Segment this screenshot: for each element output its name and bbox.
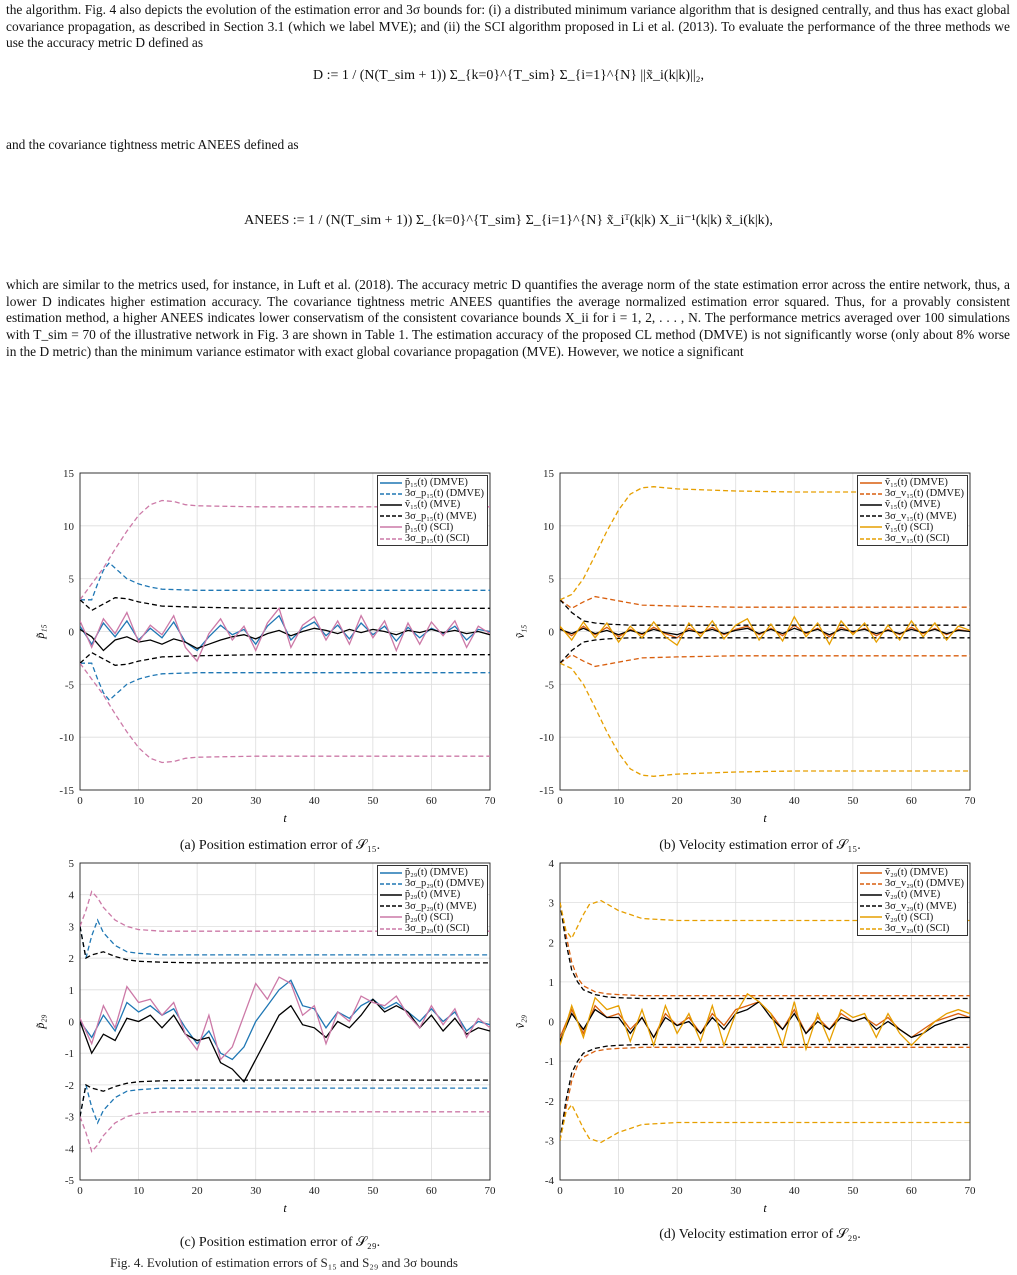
ytick-label-2: -5: [544, 679, 554, 692]
legend-swatch: [860, 891, 882, 899]
legend-swatch: [860, 880, 882, 888]
ytick-label-4: 5: [68, 573, 74, 586]
xtick-label-1: 10: [613, 1185, 625, 1197]
xtick-label-0: 0: [557, 1185, 563, 1197]
ytick-label-3: 0: [68, 626, 74, 639]
legend-swatch: [380, 902, 402, 910]
series-line-1: [560, 597, 970, 609]
equation-anees-metric: ANEES := 1 / (N(T_sim + 1)) Σ_{k=0}^{T_sim} Σ_{i=1}^{N} x̃_iᵀ(k|k) X_ii⁻¹(k|k) x̃_i(k|k),: [244, 213, 773, 228]
xtick-label-7: 70: [964, 795, 976, 807]
ytick-label-5: 1: [548, 976, 554, 989]
x-axis-label: t: [763, 1201, 767, 1215]
y-axis-label: ṽ₂₉: [513, 1014, 527, 1029]
legend-entry: [860, 923, 964, 934]
legend-entry: [380, 878, 484, 889]
xtick-label-4: 40: [308, 795, 320, 807]
legend-label: 3σ_v₂₉(t) (SCI): [884, 923, 950, 935]
paragraph-metrics-discussion: which are similar to the metrics used, for instance, in Luft et al. (2018). The accuracy metric D quantifies the average norm of the state estimation error across the entire network, thus, a lower D indicates higher estimation accuracy. The covariance tightness metric ANEES quantifies the average normalized estimation error squared. Thus, for a provably consistent estimation method, a higher ANEES indicates lower conservatism of the consistent covariance bounds X_ii for i = 1, 2, . . . , N. The performance metrics averaged over 100 simulations with T_sim = 70 of the illustrative network in Fig. 3 are shown in Table 1. The estimation accuracy of the proposed CL method (DMVE) is not significantly worse (only about 8% worse in the D metric) than the minimum variance estimator with exact global covariance propagation (MVE). However, we notice a significant: [6, 277, 1010, 359]
legend: [857, 475, 968, 546]
legend-entry: [860, 522, 964, 533]
series-line-3-lower: [80, 653, 490, 666]
legend-swatch: [860, 490, 882, 498]
xtick-label-1: 10: [133, 1185, 145, 1197]
xtick-label-2: 20: [191, 795, 203, 807]
legend-entry: [380, 522, 484, 533]
legend-entry: [380, 923, 484, 934]
xtick-label-7: 70: [484, 795, 496, 807]
ytick-label-8: 4: [548, 858, 554, 870]
ytick-label-9: 4: [68, 889, 74, 902]
xtick-label-7: 70: [484, 1185, 496, 1197]
paragraph-anees-intro: and the covariance tightness metric ANEES defined as: [6, 137, 299, 152]
x-axis-label: t: [763, 811, 767, 825]
xtick-label-3: 30: [730, 1185, 742, 1197]
xtick-label-0: 0: [77, 795, 83, 807]
xtick-label-3: 30: [730, 795, 742, 807]
series-line-5-lower: [560, 663, 970, 776]
legend: [857, 865, 968, 936]
legend-swatch: [860, 501, 882, 509]
xtick-label-2: 20: [671, 1185, 683, 1197]
legend-entry: [380, 511, 484, 522]
ytick-label-6: 15: [543, 468, 554, 480]
legend-entry: [860, 488, 964, 499]
equation-accuracy-metric: D := 1 / (N(T_sim + 1)) Σ_{k=0}^{T_sim} Σ_{i=1}^{N} ||x̃_i(k|k)||₂,: [312, 68, 705, 83]
legend-label: p̃₁₅(t) (SCI): [404, 521, 454, 533]
legend-entry: [860, 901, 964, 912]
series-line-3-lower: [560, 1045, 970, 1141]
figure-caption-partial: Fig. 4. Evolution of estimation errors of S₁₅ and S₂₉ and 3σ bounds: [110, 1255, 458, 1270]
legend-entry: [860, 878, 964, 889]
ytick-label-5: 10: [543, 520, 554, 533]
xtick-label-2: 20: [671, 795, 683, 807]
xtick-label-7: 70: [964, 1185, 976, 1197]
legend-label: ṽ₂₉(t) (MVE): [884, 889, 941, 901]
ytick-label-0: -5: [64, 1175, 74, 1187]
legend-swatch: [380, 490, 402, 498]
chart-position-error-s29: [30, 855, 500, 1220]
ytick-label-7: 2: [68, 953, 74, 966]
ytick-label-6: 15: [63, 468, 74, 480]
legend-label: ṽ₁₅(t) (MVE): [404, 499, 461, 511]
series-line-1: [80, 563, 490, 600]
legend-entry: [860, 533, 964, 544]
xtick-label-3: 30: [250, 795, 262, 807]
legend-label: 3σ_p₁₅(t) (MVE): [404, 510, 477, 522]
series-line-3-lower: [560, 638, 970, 663]
legend-label: ṽ₁₅(t) (SCI): [884, 521, 934, 533]
xtick-label-1: 10: [133, 795, 145, 807]
legend-entry: [380, 477, 484, 488]
legend-label: p̃₂₉(t) (MVE): [404, 889, 461, 901]
caption-b: (b) Velocity estimation error of 𝒮₁₅.: [659, 838, 861, 853]
legend-label: ṽ₁₅(t) (DMVE): [884, 477, 948, 488]
ytick-label-3: 0: [548, 626, 554, 639]
legend-swatch: [380, 869, 402, 877]
ytick-label-1: -10: [539, 732, 554, 745]
legend-label: 3σ_v₁₅(t) (SCI): [884, 533, 950, 545]
legend-entry: [380, 488, 484, 499]
legend-entry: [860, 912, 964, 923]
xtick-label-6: 60: [905, 1185, 917, 1197]
legend-swatch: [860, 479, 882, 487]
series-line-5-lower: [80, 1112, 490, 1152]
legend-swatch: [380, 913, 402, 921]
legend-label: ṽ₁₅(t) (MVE): [884, 499, 941, 511]
xtick-label-0: 0: [77, 1185, 83, 1197]
legend-swatch: [380, 535, 402, 543]
series-line-3-lower: [80, 1080, 490, 1117]
ytick-label-0: -15: [59, 785, 74, 797]
legend-label: ṽ₂₉(t) (DMVE): [884, 867, 948, 878]
legend-label: p̃₂₉(t) (DMVE): [404, 867, 468, 878]
xtick-label-6: 60: [425, 1185, 437, 1197]
legend-entry: [380, 901, 484, 912]
legend: [377, 475, 488, 546]
xtick-label-5: 50: [847, 795, 859, 807]
ytick-label-3: -1: [544, 1056, 554, 1069]
series-line-5-lower: [560, 1105, 970, 1143]
legend-swatch: [380, 891, 402, 899]
ytick-label-2: -5: [64, 679, 74, 692]
ytick-label-1: -10: [59, 732, 74, 745]
ytick-label-3: -2: [64, 1079, 74, 1092]
xtick-label-6: 60: [905, 795, 917, 807]
legend-label: 3σ_p₂₉(t) (MVE): [404, 900, 477, 912]
legend-swatch: [380, 925, 402, 933]
legend-label: 3σ_v₁₅(t) (DMVE): [884, 488, 964, 500]
legend-label: 3σ_v₂₉(t) (DMVE): [884, 878, 964, 890]
ytick-label-4: -1: [64, 1048, 74, 1061]
legend-label: ṽ₂₉(t) (SCI): [884, 911, 934, 923]
y-axis-label: ṽ₁₅: [513, 624, 527, 639]
xtick-label-5: 50: [847, 1185, 859, 1197]
legend-swatch: [380, 512, 402, 520]
series-line-3: [80, 598, 490, 611]
legend-swatch: [380, 523, 402, 531]
ytick-label-1: -4: [64, 1143, 74, 1156]
ytick-label-4: 0: [548, 1016, 554, 1029]
legend-label: 3σ_p₂₉(t) (SCI): [404, 923, 470, 935]
legend-swatch: [380, 479, 402, 487]
series-line-1-lower: [80, 1085, 490, 1123]
legend-swatch: [860, 512, 882, 520]
legend-label: 3σ_p₂₉(t) (DMVE): [404, 878, 484, 890]
y-axis-label: p̃₂₉: [33, 1014, 47, 1029]
ytick-label-6: 2: [548, 937, 554, 950]
legend-entry: [860, 499, 964, 510]
series-line-4: [80, 608, 490, 661]
series-line-3: [560, 600, 970, 625]
ytick-label-6: 1: [68, 984, 74, 997]
legend-swatch: [860, 535, 882, 543]
xtick-label-6: 60: [425, 795, 437, 807]
legend-swatch: [860, 869, 882, 877]
xtick-label-2: 20: [191, 1185, 203, 1197]
ytick-label-0: -4: [544, 1175, 554, 1187]
x-axis-label: t: [283, 811, 287, 825]
paragraph-intro: the algorithm. Fig. 4 also depicts the evolution of the estimation error and 3σ bounds for: (i) a distributed minimum variance algorithm that is designed centrally, and thus has exact global covariance propagation, as described in Section 3.1 (which we label MVE); and (ii) the SCI algorithm proposed in Li et al. (2013). To evaluate the performance of the three methods we use the accuracy metric D defined as: [6, 2, 1010, 51]
caption-d: (d) Velocity estimation error of 𝒮₂₉.: [659, 1227, 861, 1242]
legend-entry: [860, 511, 964, 522]
legend-swatch: [380, 880, 402, 888]
legend-swatch: [860, 925, 882, 933]
legend-label: 3σ_v₁₅(t) (MVE): [884, 510, 957, 522]
xtick-label-5: 50: [367, 1185, 379, 1197]
ytick-label-5: 0: [68, 1016, 74, 1029]
legend-entry: [380, 912, 484, 923]
ytick-label-2: -2: [544, 1095, 554, 1108]
legend-label: 3σ_p₁₅(t) (SCI): [404, 533, 470, 545]
ytick-label-5: 10: [63, 520, 74, 533]
xtick-label-4: 40: [308, 1185, 320, 1197]
ytick-label-7: 3: [548, 897, 554, 910]
legend-swatch: [380, 501, 402, 509]
legend-label: p̃₁₅(t) (DMVE): [404, 477, 468, 488]
series-line-1-lower: [80, 663, 490, 700]
legend-label: p̃₂₉(t) (SCI): [404, 911, 454, 923]
legend-entry: [860, 867, 964, 878]
ytick-label-10: 5: [68, 858, 74, 870]
ytick-label-0: -15: [539, 785, 554, 797]
y-axis-label: p̃₁₅: [33, 624, 47, 639]
legend-swatch: [860, 902, 882, 910]
legend-entry: [380, 889, 484, 900]
legend-entry: [860, 477, 964, 488]
xtick-label-0: 0: [557, 795, 563, 807]
legend-entry: [860, 889, 964, 900]
legend-entry: [380, 867, 484, 878]
legend-swatch: [860, 913, 882, 921]
legend-label: 3σ_v₂₉(t) (MVE): [884, 900, 957, 912]
legend-entry: [380, 499, 484, 510]
xtick-label-4: 40: [788, 795, 800, 807]
xtick-label-4: 40: [788, 1185, 800, 1197]
ytick-label-4: 5: [548, 573, 554, 586]
ytick-label-2: -3: [64, 1111, 74, 1124]
xtick-label-5: 50: [367, 795, 379, 807]
legend-label: 3σ_p₁₅(t) (DMVE): [404, 488, 484, 500]
ytick-label-8: 3: [68, 921, 74, 934]
chart-position-error-s15: [30, 465, 500, 830]
caption-c: (c) Position estimation error of 𝒮₂₉.: [179, 1235, 381, 1250]
xtick-label-1: 10: [613, 795, 625, 807]
legend-swatch: [860, 523, 882, 531]
legend: [377, 865, 488, 936]
chart-velocity-error-s15: [510, 465, 980, 830]
series-line-1-lower: [560, 655, 970, 667]
x-axis-label: t: [283, 1201, 287, 1215]
legend-entry: [380, 533, 484, 544]
xtick-label-3: 30: [250, 1185, 262, 1197]
caption-a: (a) Position estimation error of 𝒮₁₅.: [179, 838, 381, 853]
chart-velocity-error-s29: [510, 855, 980, 1220]
ytick-label-1: -3: [544, 1135, 554, 1148]
